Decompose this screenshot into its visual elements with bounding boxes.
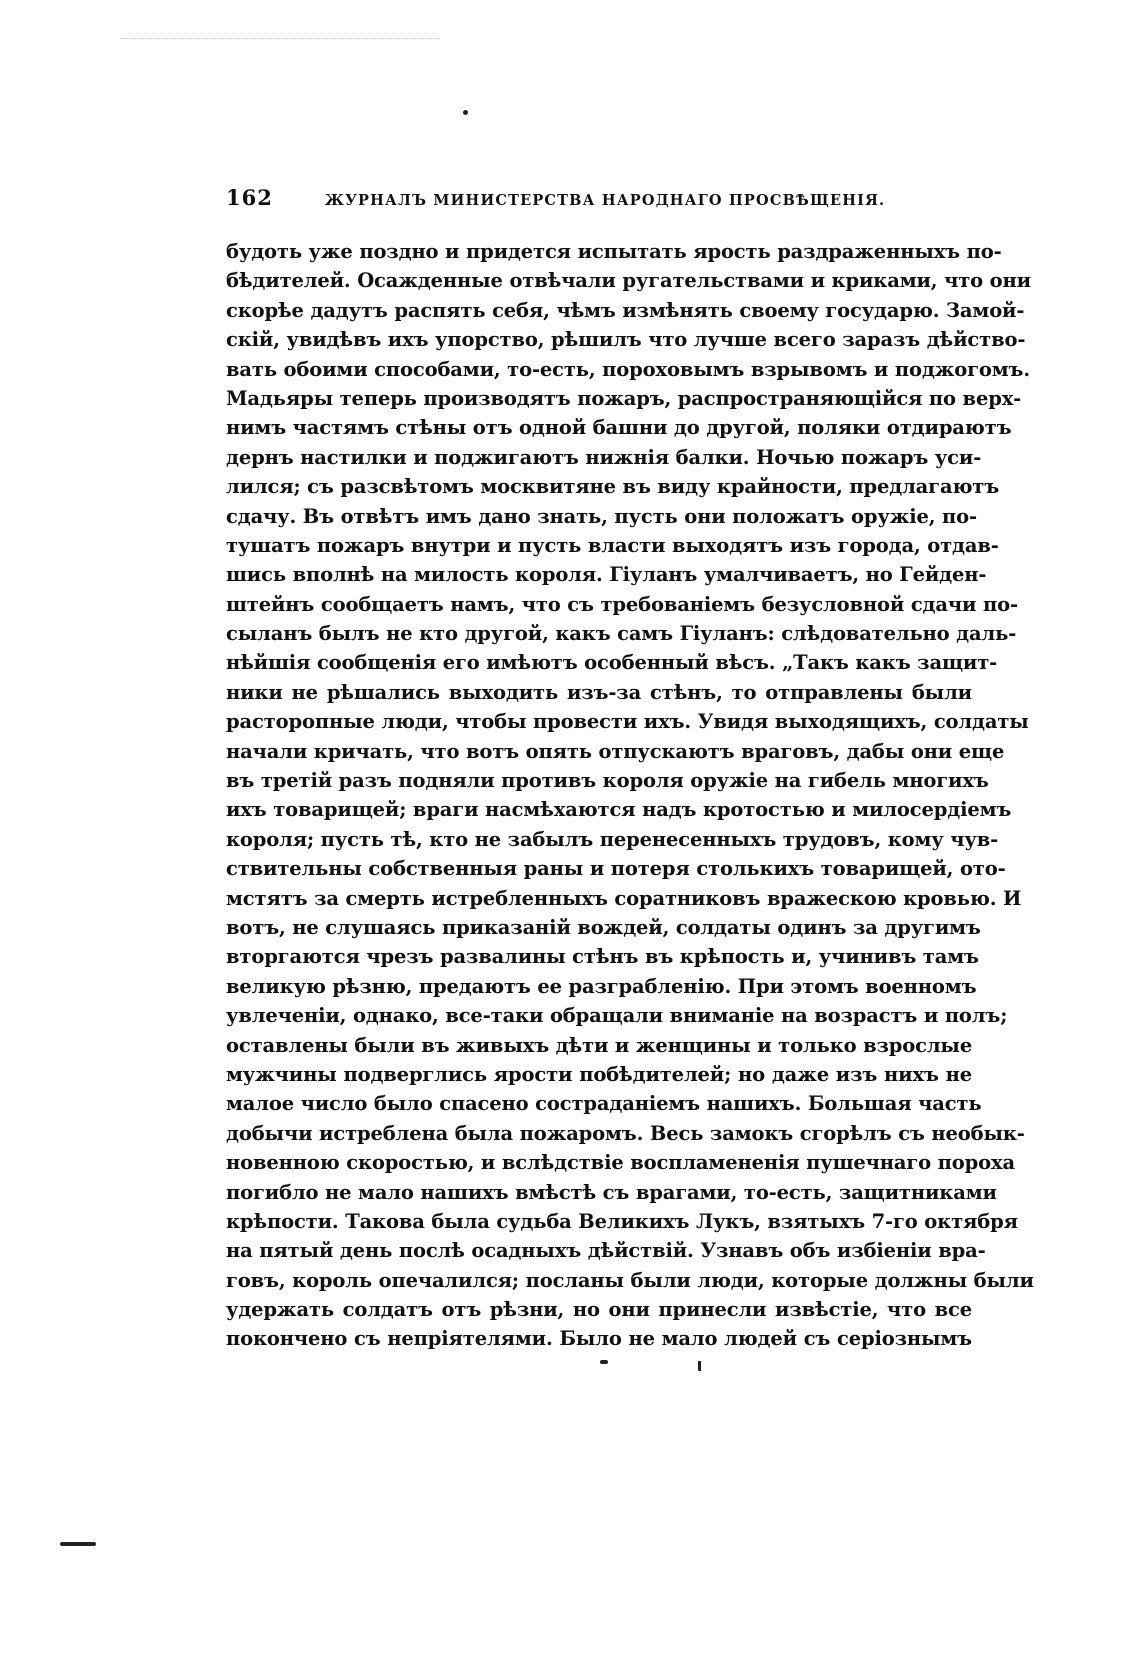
text-line: на пятый день послѣ осадныхъ дѣйствій. Узнавъ объ избіеніи вра-: [226, 1239, 986, 1263]
text-line: нимъ частямъ стѣны отъ одной башни до другой, поляки отдираютъ: [226, 416, 1012, 440]
text-line: начали кричать, что вотъ опять отпускаютъ враговъ, дабы они еще: [226, 739, 1005, 763]
text-line: вторгаются чрезъ развалины стѣнъ въ крѣпость и, учинивъ тамъ: [226, 945, 979, 969]
text-line: короля; пусть тѣ, кто не забылъ перенесенныхъ трудовъ, кому чув-: [226, 827, 999, 851]
text-line: расторопные люди, чтобы провести ихъ. Увидя выходящихъ, солдаты: [226, 710, 1029, 734]
text-line: сдачу. Въ отвѣтъ имъ дано знать, пусть они положатъ оружіе, по-: [226, 504, 977, 528]
text-line: шись вполнѣ на милость короля. Гіуланъ умалчиваетъ, но Гейден-: [226, 563, 987, 587]
text-line: увлеченіи, однако, все-таки обращали вниманіе на возрастъ и полъ;: [226, 1004, 1008, 1028]
running-head: [226, 185, 986, 219]
ink-speck: [463, 110, 468, 115]
journal-title: ЖУРНАЛЪ МИНИСТЕРСТВА НАРОДНАГО ПРОСВѢЩЕНІЯ.: [324, 192, 886, 209]
text-line: покончено съ непріятелями. Было не мало людей съ серіознымъ: [226, 1327, 972, 1351]
text-line: оставлены были въ живыхъ дѣти и женщины и только взрослые: [226, 1033, 973, 1057]
text-line: добычи истреблена была пожаромъ. Весь замокъ сгорѣлъ съ необык-: [226, 1121, 1025, 1145]
text-line: погибло не мало нашихъ вмѣстѣ съ врагами, то-есть, защитниками: [226, 1180, 997, 1204]
text-line: ники не рѣшались выходить изъ-за стѣнъ, то отправлены были: [226, 680, 972, 704]
text-line: крѣпости. Такова была судьба Великихъ Лукъ, взятыхъ 7-го октября: [226, 1209, 1018, 1233]
ink-speck: [600, 1360, 608, 1364]
text-line: мужчины подверглись ярости побѣдителей; но даже изъ нихъ не: [226, 1062, 972, 1086]
ink-speck: [60, 1542, 96, 1546]
body-text: [226, 237, 1034, 1354]
text-line: скій, увидѣвъ ихъ упорство, рѣшилъ что лучше всего заразъ дѣйство-: [226, 328, 1026, 352]
text-line: Мадьяры теперь производятъ пожаръ, распространяющійся по верх-: [226, 386, 1022, 410]
page-number: 162: [226, 185, 273, 210]
text-line: великую рѣзню, предаютъ ее разграбленію. При этомъ военномъ: [226, 974, 977, 998]
text-line: удержать солдатъ отъ рѣзни, но они принесли извѣстіе, что все: [226, 1298, 972, 1322]
text-line: ихъ товарищей; враги насмѣхаются надъ кротостью и милосердіемъ: [226, 798, 1012, 822]
text-line: скорѣе дадутъ распять себя, чѣмъ измѣнять своему государю. Замой-: [226, 298, 1025, 322]
text-line: говъ, король опечалился; посланы были люди, которые должны были: [226, 1268, 1034, 1292]
text-line: лился; съ разсвѣтомъ москвитяне въ виду крайности, предлагаютъ: [226, 475, 1000, 499]
text-line: вотъ, не слушаясь приказаній вождей, солдаты одинъ за другимъ: [226, 915, 981, 939]
text-line: вать обоими способами, то-есть, пороховымъ взрывомъ и поджогомъ.: [226, 357, 1030, 381]
text-line: въ третій разъ подняли противъ короля оружіе на гибель многихъ: [226, 769, 989, 793]
text-line: дернъ настилки и поджигаютъ нижнія балки. Ночью пожаръ уси-: [226, 445, 982, 469]
text-line: ствительны собственныя раны и потеря столькихъ товарищей, ото-: [226, 857, 1006, 881]
text-line: малое число было спасено состраданіемъ нашихъ. Большая часть: [226, 1092, 982, 1116]
scan-artifact-line: [120, 38, 440, 40]
text-line: нѣйшія сообщенія его имѣютъ особенный вѣсъ. „Такъ какъ защит-: [226, 651, 998, 675]
text-line: бѣдителей. Осажденные отвѣчали ругательствами и криками, что они: [226, 269, 1031, 293]
text-line: сыланъ былъ не кто другой, какъ самъ Гіуланъ: слѣдовательно даль-: [226, 622, 1017, 646]
ink-speck: [698, 1361, 701, 1371]
text-line: будоть уже поздно и придется испытать ярость раздраженныхъ по-: [226, 240, 1002, 263]
text-line: новенною скоростью, и вслѣдствіе воспламененія пушечнаго пороха: [226, 1151, 1015, 1175]
text-line: штейнъ сообщаетъ намъ, что съ требованіемъ безусловной сдачи по-: [226, 592, 1018, 616]
text-line: мстятъ за смерть истребленныхъ соратниковъ вражескою кровью. И: [226, 886, 1022, 910]
text-line: тушатъ пожаръ внутри и пусть власти выходятъ изъ города, отдав-: [226, 533, 999, 557]
